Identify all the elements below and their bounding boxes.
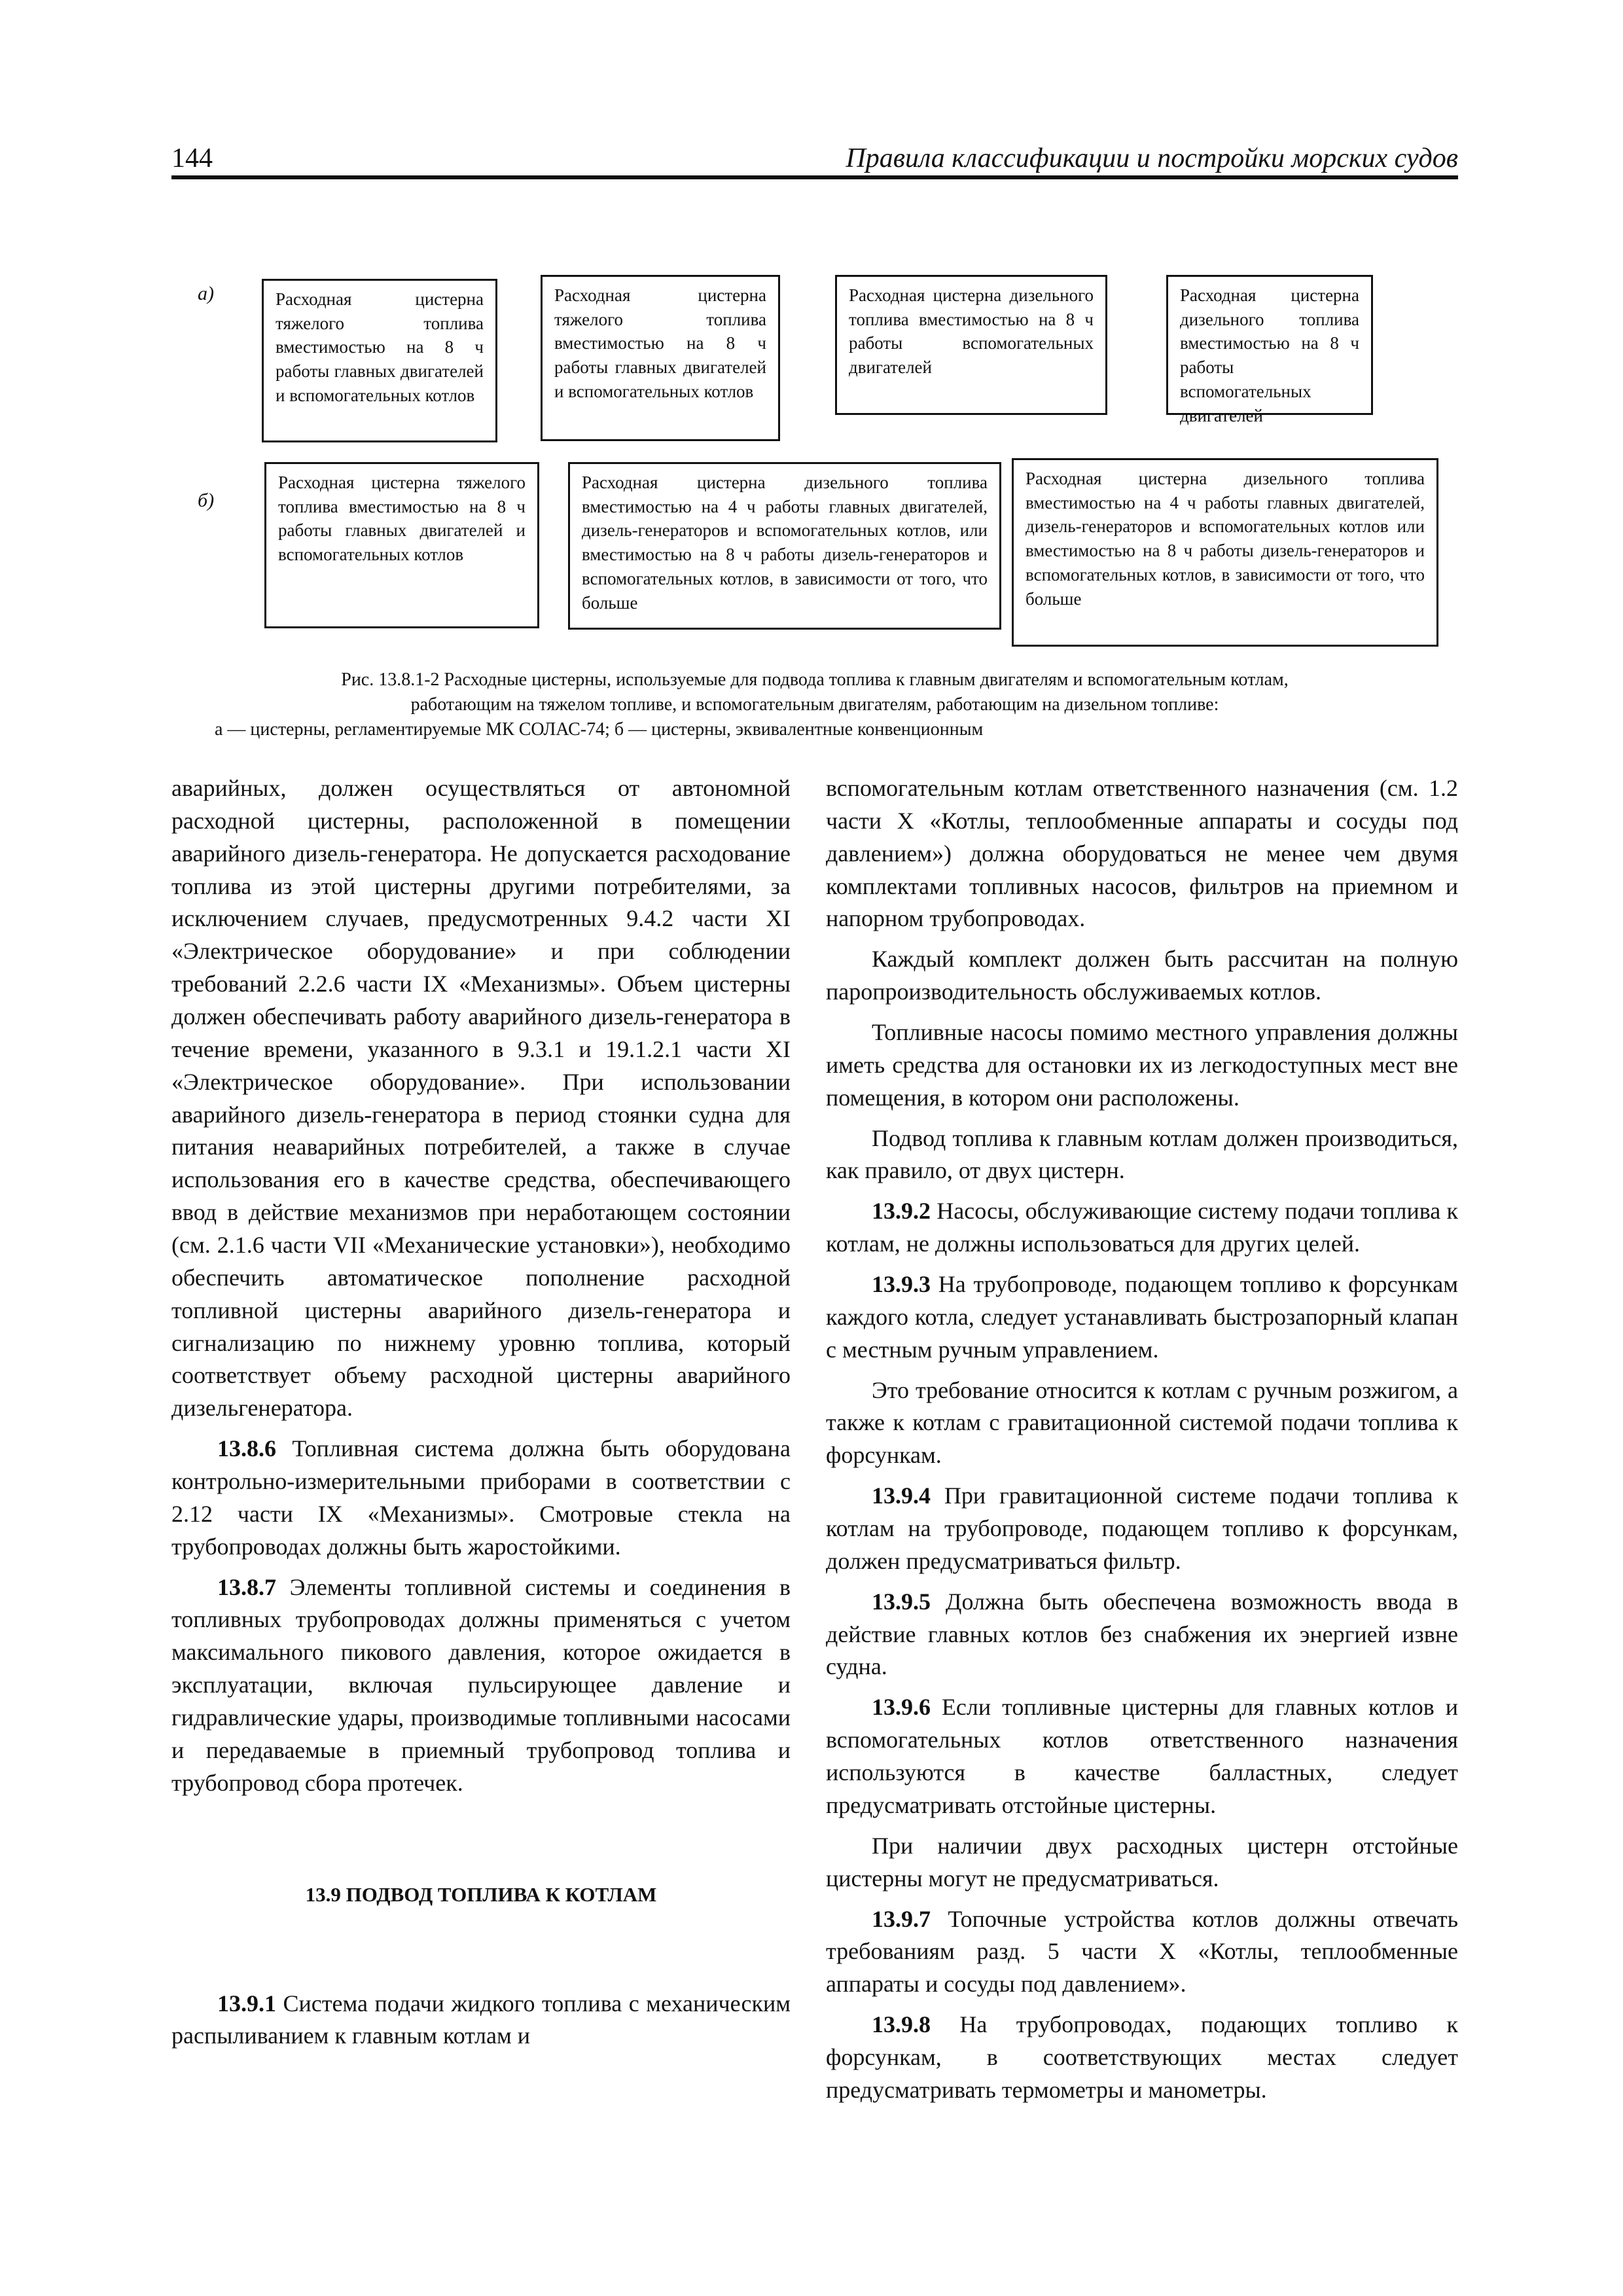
clause-number: 13.9.8 <box>872 2011 931 2038</box>
paragraph: Это требование относится к котлам с ручным розжигом, а также к котлам с гравитационной системой подачи топлива к форсункам. <box>826 1376 1458 1469</box>
caption-line-3: а — цистерны, регламентируемые МК СОЛАС-74; б — цистерны, эквивалентные конвенционным <box>215 719 984 740</box>
clause-number: 13.9.6 <box>872 1694 931 1721</box>
caption-line-1: Рис. 13.8.1-2 Расходные цистерны, используемые для подвода топлива к главным двигателям и вспомогательным котлам, <box>341 670 1289 690</box>
section-heading: 13.9 ПОДВОД ТОПЛИВА К КОТЛАМ <box>305 1882 657 1906</box>
caption-line-2: работающим на тяжелом топливе, и вспомогательным двигателям, работающим на дизельном топливе: <box>410 694 1219 715</box>
tank-box-a2: Расходная цистерна тяжелого топлива вместимостью на 8 ч работы главных двигателей и вспомогательных котлов <box>541 275 780 441</box>
page-number: 144 <box>171 143 213 173</box>
clause-13-8-6 <box>171 1433 791 1563</box>
clause-13-9-7 <box>826 1903 1458 2001</box>
tank-box-a3: Расходная цистерна дизельного топлива вместимостью на 8 ч работы вспомогательных двигателей <box>835 275 1107 415</box>
left-column <box>171 772 791 2053</box>
clause-number: 13.9.1 <box>217 1990 276 2017</box>
tank-box-b3: Расходная цистерна дизельного топлива вместимостью на 4 ч работы главных двигателей, дизель-генераторов и вспомогательных котлов или вместимостью на 8 ч работы дизель-генераторов и вспомогательных котлов, в зависимости от того, что больше <box>1012 458 1438 647</box>
clause-number: 13.9.7 <box>872 1905 931 1932</box>
row-label-a: а) <box>198 283 214 304</box>
right-column <box>826 772 1458 2107</box>
header-rule <box>171 175 1458 179</box>
clause-13-9-4 <box>826 1480 1458 1578</box>
paragraph: вспомогательным котлам ответственного назначения (см. 1.2 части X «Котлы, теплообменные аппараты и сосуды под давлением») должна оборудоваться не менее чем двумя комплектами топливных насосов, фильтров на приемном и напорном трубопроводах. <box>826 775 1458 932</box>
clause-13-9-1 <box>171 1988 791 2053</box>
clause-text: Элементы топливной системы и соединения в топливных трубопроводах должны применяться с учетом максимального пикового давления, которое ожидается в эксплуатации, включая пульсирующее давление и гидравлические удары, производимые топливными насосами и передаваемые в приемный трубопровод топлива и трубопровод сбора протечек. <box>171 1573 791 1796</box>
clause-text: Топливная система должна быть оборудована контрольно-измерительными приборами в соответствии с 2.12 части IX «Механизмы». Смотровые стекла на трубопроводах должны быть жаростойкими. <box>171 1435 791 1560</box>
clause-text: Если топливные цистерны для главных котлов и вспомогательных котлов ответственного назначения используются в качестве балластных, следует предусматривать отстойные цистерны. <box>826 1694 1459 1818</box>
row-label-b: б) <box>198 490 215 511</box>
tank-box-a4: Расходная цистерна дизельного топлива вместимостью на 8 ч работы вспомогательных двигателей <box>1166 275 1373 415</box>
paragraph: аварийных, должен осуществляться от автономной расходной цистерны, расположенной в помещении аварийного дизель-генератора. Не допускается расходование топлива из этой цистерны другими потребителями, за исключением случаев, предусмотренных 9.4.2 части XI «Электрическое оборудование» и при соблюдении требований 2.2.6 части IX «Механизмы». Объем цистерны должен обеспечивать работу аварийного дизель-генератора в течение времени, указанного в 9.3.1 и 19.1.2.1 части XI «Электрическое оборудование». При использовании аварийного дизель-генератора в период стоянки судна для питания неаварийных потребителей, а также в случае использования его в качестве средства, обеспечивающего ввод в действие механизмов при неработающем состоянии (см. 2.1.6 части VII «Механические установки»), необходимо обеспечить автоматическое пополнение расходной топливной цистерны аварийного дизель-генератора и сигнализацию по нижнему уровню топлива, который соответствует объему расходной цистерны аварийного дизельгенератора. <box>171 775 791 1422</box>
clause-text: Должна быть обеспечена возможность ввода в действие главных котлов без снабжения их энергией извне судна. <box>826 1588 1458 1680</box>
clause-13-8-7 <box>171 1571 791 1800</box>
clause-number: 13.9.4 <box>872 1482 931 1509</box>
paragraph: Каждый комплект должен быть рассчитан на полную паропроизводительность обслуживаемых котлов. <box>826 946 1458 1005</box>
clause-13-9-2 <box>826 1195 1458 1261</box>
clause-text: На трубопроводах, подающих топливо к форсункам, в соответствующих местах следует предусматривать термометры и манометры. <box>826 2011 1458 2103</box>
clause-text: На трубопроводе, подающем топливо к форсункам каждого котла, следует устанавливать быстрозапорный клапан с местным ручным управлением. <box>826 1271 1458 1363</box>
clause-number: 13.9.3 <box>872 1271 931 1298</box>
clause-13-9-8 <box>826 2009 1458 2107</box>
clause-number: 13.8.7 <box>217 1573 276 1600</box>
clause-13-9-3 <box>826 1268 1458 1367</box>
clause-text: Топочные устройства котлов должны отвечать требованиям разд. 5 части X «Котлы, теплообменные аппараты и сосуды под давлением». <box>826 1905 1459 1998</box>
clause-number: 13.9.5 <box>872 1588 931 1615</box>
clause-text: Система подачи жидкого топлива с механическим распыливанием к главным котлам и <box>171 1990 791 2049</box>
tank-box-a1: Расходная цистерна тяжелого топлива вместимостью на 8 ч работы главных двигателей и вспомогательных котлов <box>262 279 497 442</box>
figure-caption <box>171 668 1458 742</box>
clause-number: 13.8.6 <box>217 1435 276 1462</box>
clause-text: Насосы, обслуживающие систему подачи топлива к котлам, не должны использоваться для других целей. <box>826 1198 1458 1257</box>
clause-13-9-6 <box>826 1691 1458 1821</box>
tank-box-b1: Расходная цистерна тяжелого топлива вместимостью на 8 ч работы главных двигателей и вспомогательных котлов <box>264 462 539 628</box>
tank-box-b2: Расходная цистерна дизельного топлива вместимостью на 4 ч работы главных двигателей, дизель-генераторов и вспомогательных котлов, или вместимостью на 8 ч работы дизель-генераторов и вспомогательных котлов, в зависимости от того, что больше <box>568 462 1001 630</box>
clause-text: При гравитационной системе подачи топлива к котлам на трубопроводе, подающем топливо к форсункам, должен предусматриваться фильтр. <box>826 1482 1458 1574</box>
clause-13-9-5 <box>826 1586 1458 1684</box>
paragraph: Подвод топлива к главным котлам должен производиться, как правило, от двух цистерн. <box>826 1124 1458 1184</box>
running-title: Правила классификации и постройки морских судов <box>846 143 1458 173</box>
paragraph: Топливные насосы помимо местного управления должны иметь средства для остановки их из легкодоступных мест вне помещения, в котором они расположены. <box>826 1019 1458 1111</box>
paragraph: При наличии двух расходных цистерн отстойные цистерны могут не предусматриваться. <box>826 1832 1458 1892</box>
clause-number: 13.9.2 <box>872 1198 931 1225</box>
